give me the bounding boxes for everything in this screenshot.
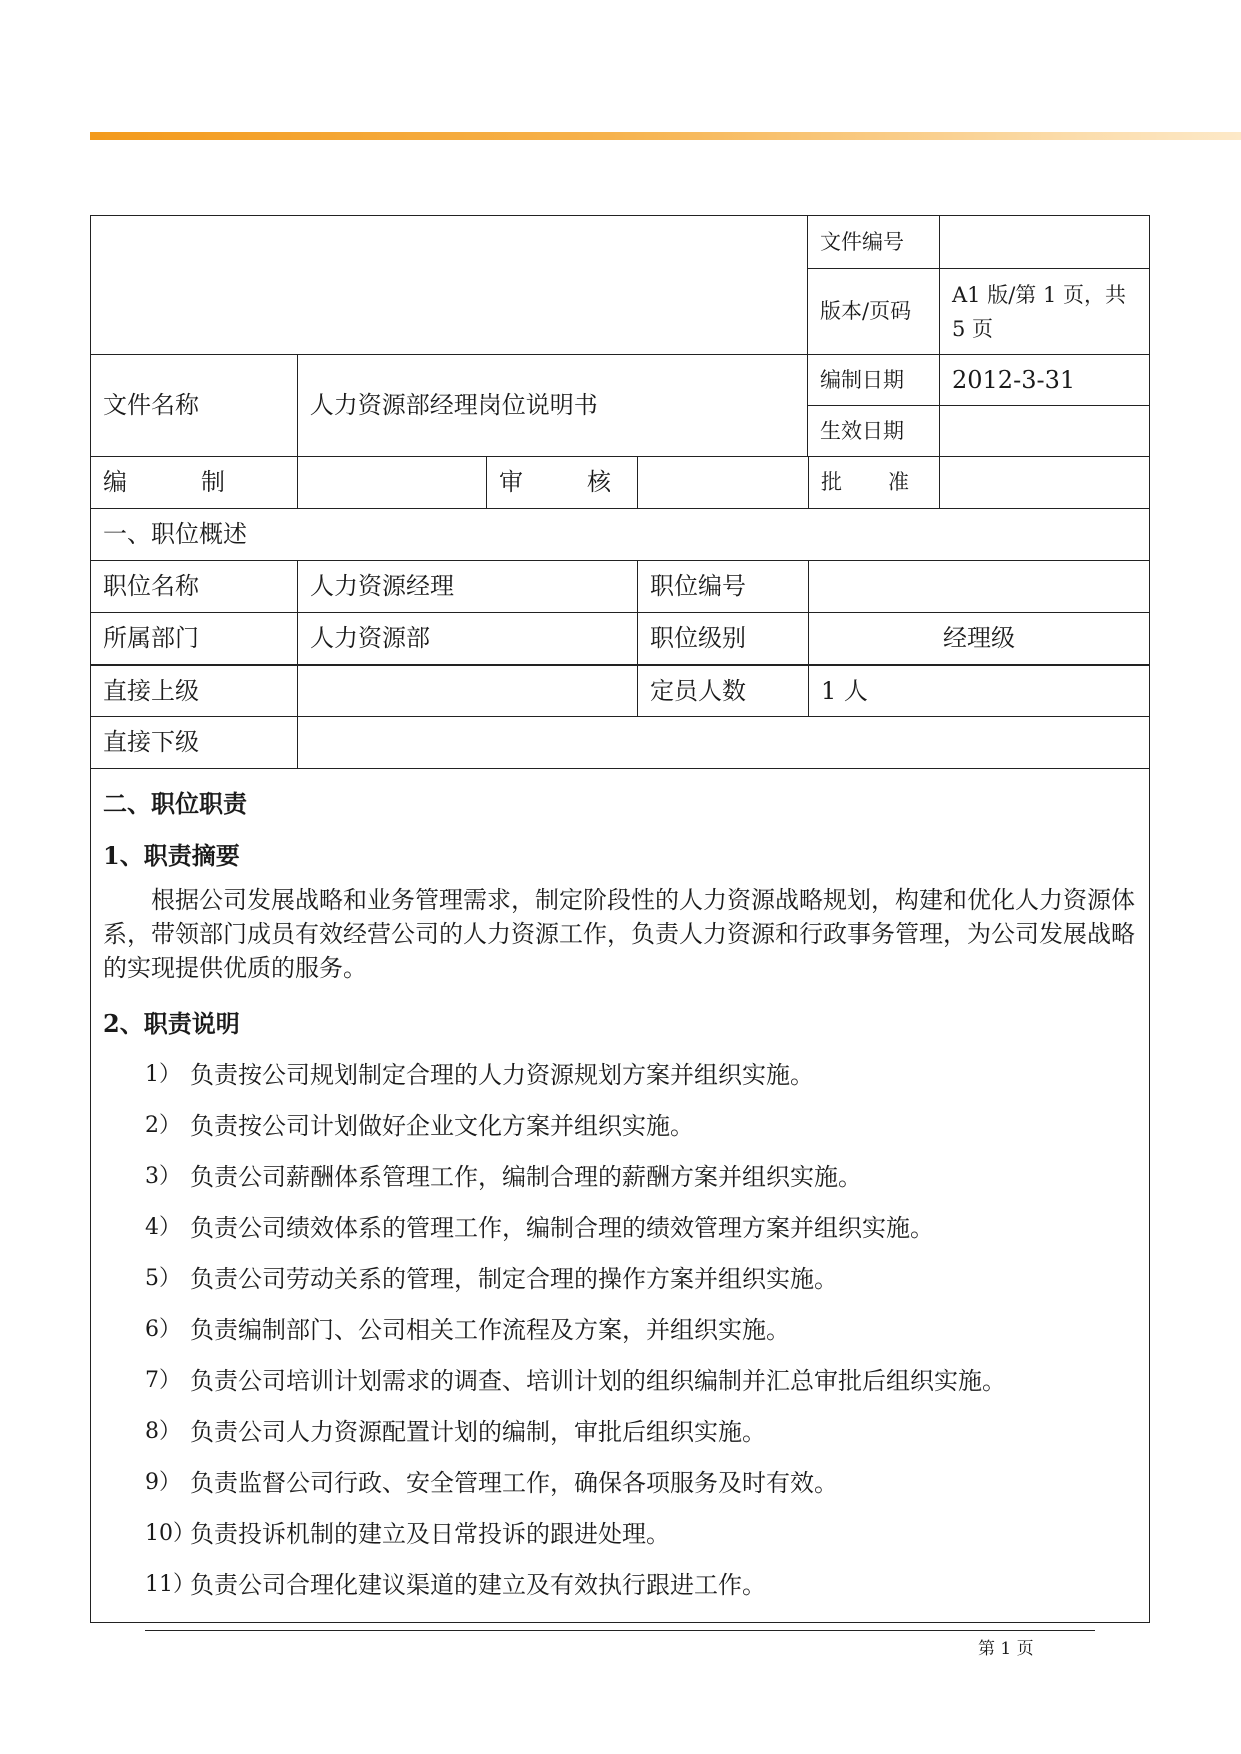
superior-row (91, 664, 1149, 716)
effective-date-value (939, 406, 1149, 456)
duty-item-text: 负责监督公司行政、安全管理工作，确保各项服务及时有效。 (190, 1469, 838, 1497)
duty-item (103, 1149, 1137, 1200)
approve-label-char-1: 批 (821, 470, 842, 495)
approve-label-char-2: 准 (888, 470, 909, 495)
headcount-value: 1 人 (808, 666, 1149, 716)
duty-item-number: 2） (145, 1113, 181, 1138)
duty-item-number: 6） (145, 1317, 181, 1342)
file-name-value: 人力资源部经理岗位说明书 (297, 355, 807, 456)
duty-item-text: 负责编制部门、公司相关工作流程及方案，并组织实施。 (190, 1316, 790, 1344)
duty-item-number: 3） (145, 1164, 181, 1189)
file-name-label: 文件名称 (103, 391, 199, 420)
compiled-date-label: 编制日期 (820, 367, 904, 392)
duty-item-text: 负责按公司计划做好企业文化方案并组织实施。 (190, 1112, 694, 1140)
compiled-date-value: 2012-3-31 (939, 355, 1149, 405)
duty-item-number: 8） (145, 1419, 181, 1444)
doc-no-label: 文件编号 (820, 229, 904, 254)
version-label: 版本/页码 (820, 299, 912, 324)
duty-item-text: 负责公司劳动关系的管理，制定合理的操作方案并组织实施。 (190, 1265, 838, 1293)
duties-block (91, 769, 1149, 1622)
overview-title-row (91, 508, 1149, 560)
version-row (808, 268, 1149, 354)
signoff-row (91, 456, 1149, 508)
duty-item (103, 1506, 1137, 1557)
duty-item-number: 4） (145, 1215, 181, 1240)
duty-item-text: 负责公司培训计划需求的调查、培训计划的组织编制并汇总审批后组织实施。 (190, 1367, 1006, 1395)
review-label-char-2: 核 (587, 468, 611, 497)
date-stack (807, 355, 1149, 456)
review-label (486, 457, 637, 508)
effective-date-row (808, 405, 1149, 456)
duty-item-number: 9） (145, 1470, 181, 1495)
duty-item (103, 1557, 1137, 1608)
position-name-row (91, 560, 1149, 612)
duty-item (103, 1302, 1137, 1353)
duty-item (103, 1251, 1137, 1302)
duty-item-text: 负责公司人力资源配置计划的编制，审批后组织实施。 (190, 1418, 766, 1446)
footer-divider (145, 1630, 1095, 1631)
blank-header-cell (91, 216, 807, 354)
detail-title: 2、职责说明 (103, 1008, 240, 1038)
duty-item-number: 7） (145, 1368, 181, 1393)
approve-label (808, 457, 939, 508)
summary-paragraph: 根据公司发展战略和业务管理需求，制定阶段性的人力资源战略规划，构建和优化人力资源体系，带领部门成员有效经营公司的人力资源工作，负责人力资源和行政事务管理，为公司发展战略的实现提供优质的服务。 (103, 886, 1135, 982)
subordinate-label: 直接下级 (103, 728, 199, 757)
duty-item-number: 1） (145, 1062, 181, 1087)
compile-label-char-2: 制 (201, 468, 225, 497)
doc-meta-stack (807, 216, 1149, 354)
duty-item (103, 1404, 1137, 1455)
duty-item (103, 1200, 1137, 1251)
header-accent-bar (90, 132, 1241, 140)
effective-date-label: 生效日期 (820, 418, 904, 443)
approve-value (939, 457, 1149, 508)
position-no-label: 职位编号 (637, 561, 808, 612)
duties-row (91, 768, 1149, 1622)
duty-item-text: 负责按公司规划制定合理的人力资源规划方案并组织实施。 (190, 1061, 814, 1089)
duty-item (103, 1047, 1137, 1098)
duty-item (103, 1353, 1137, 1404)
compiled-date-row (808, 355, 1149, 405)
position-name-label: 职位名称 (103, 572, 199, 601)
summary-title: 1、职责摘要 (103, 840, 240, 870)
department-label: 所属部门 (103, 624, 199, 653)
doc-no-value (939, 216, 1149, 268)
page-number: 第 1 页 (978, 1639, 1034, 1659)
duties-title: 二、职位职责 (103, 788, 247, 818)
subordinate-value (297, 717, 1149, 768)
duty-item-number: 5） (145, 1266, 181, 1291)
superior-label: 直接上级 (103, 676, 199, 705)
review-label-char-1: 审 (499, 468, 523, 497)
level-label: 职位级别 (637, 613, 808, 664)
document-table (90, 215, 1150, 1623)
overview-title: 一、职位概述 (103, 520, 247, 549)
compile-label-char-1: 编 (103, 468, 127, 497)
level-value: 经理级 (808, 613, 1149, 664)
header-row-top (91, 216, 1149, 354)
position-name-value: 人力资源经理 (297, 561, 637, 612)
version-value: A1 版/第 1 页，共 5 页 (939, 269, 1149, 354)
review-value (637, 457, 808, 508)
duty-item-text: 负责公司合理化建议渠道的建立及有效执行跟进工作。 (190, 1571, 766, 1599)
superior-value (297, 666, 637, 716)
duty-item-number: 11） (145, 1572, 195, 1597)
compile-label (91, 457, 297, 508)
duty-item-text: 负责公司绩效体系的管理工作，编制合理的绩效管理方案并组织实施。 (190, 1214, 934, 1242)
department-row (91, 612, 1149, 664)
duty-list (103, 1047, 1137, 1608)
position-no-value (808, 561, 1149, 612)
duty-item-number: 10） (145, 1521, 195, 1546)
headcount-label: 定员人数 (637, 666, 808, 716)
duty-item (103, 1098, 1137, 1149)
department-value: 人力资源部 (297, 613, 637, 664)
duty-item-text: 负责公司薪酬体系管理工作，编制合理的薪酬方案并组织实施。 (190, 1163, 862, 1191)
file-name-row (91, 354, 1149, 456)
subordinate-row (91, 716, 1149, 768)
doc-no-row (808, 216, 1149, 268)
duty-item-text: 负责投诉机制的建立及日常投诉的跟进处理。 (190, 1520, 670, 1548)
compile-value (297, 457, 486, 508)
duty-item (103, 1455, 1137, 1506)
